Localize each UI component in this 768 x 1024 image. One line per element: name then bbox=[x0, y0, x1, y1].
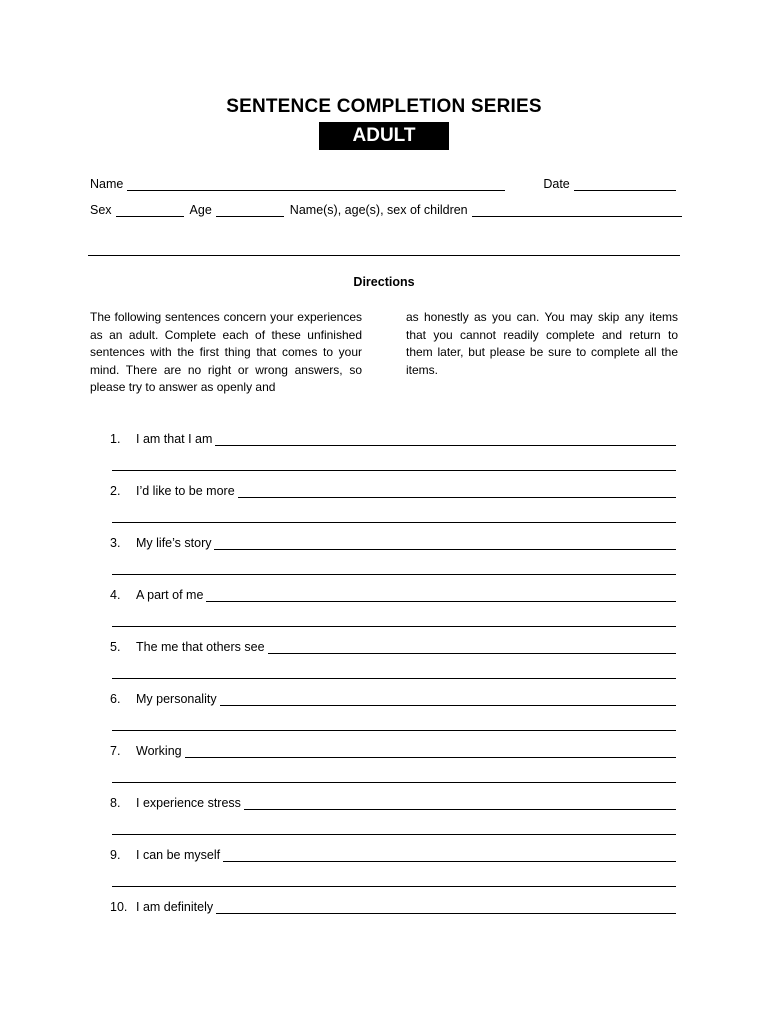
item-answer-line[interactable] bbox=[216, 901, 676, 914]
item-number: 8. bbox=[110, 796, 121, 810]
sentence-item bbox=[110, 482, 678, 534]
sentence-item-first-line bbox=[110, 898, 676, 914]
item-prompt: I am definitely bbox=[136, 900, 214, 914]
item-answer-continuation-line[interactable] bbox=[112, 730, 676, 731]
item-answer-continuation-line[interactable] bbox=[112, 522, 676, 523]
item-answer-continuation-line[interactable] bbox=[112, 886, 676, 887]
item-answer-line[interactable] bbox=[268, 641, 676, 654]
sentence-item bbox=[110, 898, 678, 950]
sentence-item-first-line bbox=[110, 690, 676, 706]
item-answer-line[interactable] bbox=[185, 745, 676, 758]
sentence-item bbox=[110, 534, 678, 586]
form-title: SENTENCE COMPLETION SERIES bbox=[226, 96, 542, 117]
item-answer-line[interactable] bbox=[244, 797, 676, 810]
item-number: 7. bbox=[110, 744, 121, 758]
item-number: 2. bbox=[110, 484, 121, 498]
item-prompt: Working bbox=[136, 744, 182, 758]
sentence-item-first-line bbox=[110, 430, 676, 446]
sentence-item-first-line bbox=[110, 482, 676, 498]
item-prompt: I can be myself bbox=[136, 848, 221, 862]
sentence-item-first-line bbox=[110, 586, 676, 602]
item-number: 3. bbox=[110, 536, 121, 550]
item-prompt: My life’s story bbox=[136, 536, 212, 550]
directions-text-col1: The following sentences concern your experiences as an adult. Complete each of these unfinished sentences with the first thing that comes to your mind. There are no right or wrong answers, so please try to answer as openly and bbox=[90, 310, 362, 394]
sentence-item bbox=[110, 430, 678, 482]
directions-text-col2: as honestly as you can. You may skip any items that you cannot readily complete and return to them later, but please be sure to complete all the items. bbox=[406, 310, 678, 377]
item-answer-line[interactable] bbox=[206, 589, 676, 602]
sentence-item bbox=[110, 638, 678, 690]
sentence-item-first-line bbox=[110, 742, 676, 758]
age-label: Age bbox=[189, 203, 212, 217]
date-field[interactable] bbox=[574, 178, 676, 191]
date-label: Date bbox=[543, 177, 570, 191]
sex-label: Sex bbox=[90, 203, 112, 217]
sentence-item bbox=[110, 794, 678, 846]
sentence-item-list bbox=[110, 430, 678, 950]
item-answer-line[interactable] bbox=[220, 693, 676, 706]
age-field[interactable] bbox=[216, 204, 284, 217]
name-field[interactable] bbox=[127, 178, 505, 191]
sex-age-children-row bbox=[90, 203, 688, 217]
item-prompt: I’d like to be more bbox=[136, 484, 235, 498]
item-prompt: A part of me bbox=[136, 588, 204, 602]
sentence-item bbox=[110, 586, 678, 638]
item-answer-continuation-line[interactable] bbox=[112, 470, 676, 471]
item-number: 5. bbox=[110, 640, 121, 654]
sentence-item bbox=[110, 690, 678, 742]
item-prompt: The me that others see bbox=[136, 640, 265, 654]
item-answer-continuation-line[interactable] bbox=[112, 834, 676, 835]
sentence-item-first-line bbox=[110, 534, 676, 550]
sentence-item-first-line bbox=[110, 794, 676, 810]
sentence-item-first-line bbox=[110, 638, 676, 654]
name-date-row bbox=[90, 177, 682, 191]
children-continuation-line[interactable] bbox=[88, 255, 680, 256]
item-prompt: I experience stress bbox=[136, 796, 241, 810]
item-number: 10. bbox=[110, 900, 128, 914]
item-number: 1. bbox=[110, 432, 121, 446]
item-answer-line[interactable] bbox=[238, 485, 676, 498]
item-answer-line[interactable] bbox=[223, 849, 676, 862]
item-number: 6. bbox=[110, 692, 121, 706]
directions-heading: Directions bbox=[353, 275, 415, 289]
item-answer-continuation-line[interactable] bbox=[112, 782, 676, 783]
item-prompt: I am that I am bbox=[136, 432, 213, 446]
item-number: 4. bbox=[110, 588, 121, 602]
item-answer-line[interactable] bbox=[214, 537, 676, 550]
form-subtitle-badge: ADULT bbox=[319, 122, 449, 150]
children-label: Name(s), age(s), sex of children bbox=[289, 203, 468, 217]
sex-field[interactable] bbox=[116, 204, 184, 217]
item-answer-continuation-line[interactable] bbox=[112, 574, 676, 575]
item-prompt: My personality bbox=[136, 692, 217, 706]
sentence-item bbox=[110, 846, 678, 898]
item-number: 9. bbox=[110, 848, 121, 862]
sentence-item-first-line bbox=[110, 846, 676, 862]
item-answer-continuation-line[interactable] bbox=[112, 626, 676, 627]
item-answer-line[interactable] bbox=[215, 433, 676, 446]
name-label: Name bbox=[90, 177, 124, 191]
sentence-item bbox=[110, 742, 678, 794]
item-answer-continuation-line[interactable] bbox=[112, 678, 676, 679]
children-field[interactable] bbox=[472, 204, 682, 217]
